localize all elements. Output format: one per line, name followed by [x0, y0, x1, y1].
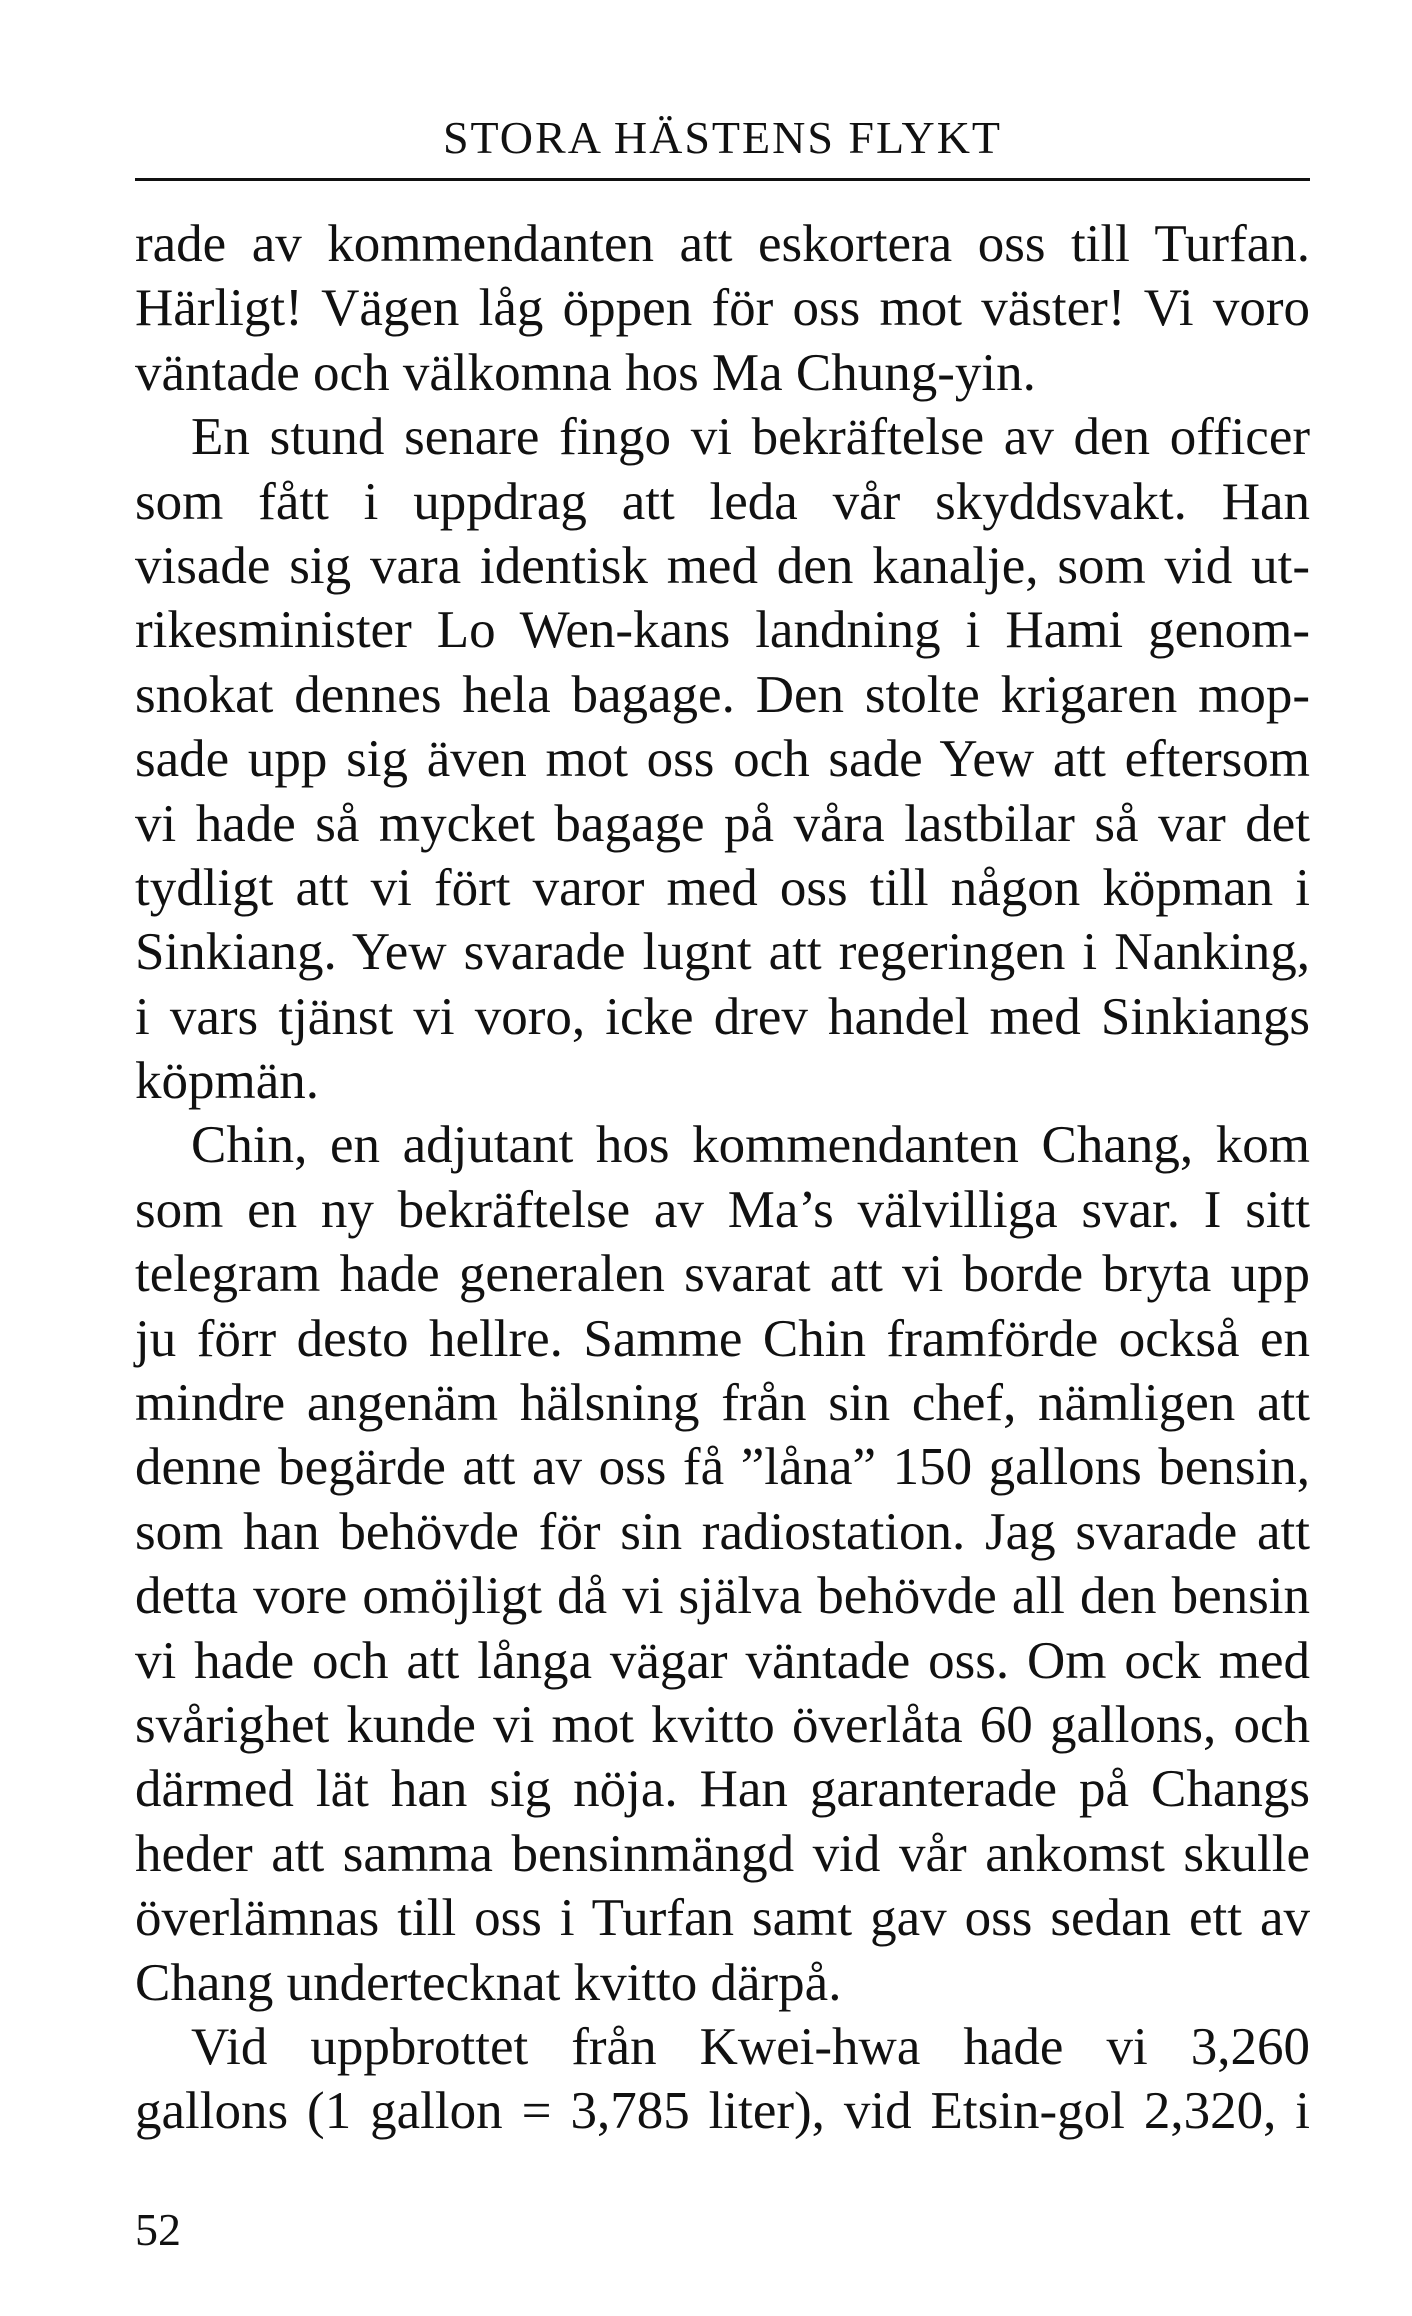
- text-line: överlämnas till oss i Turfan samt gav oss sedan ett av: [135, 1889, 1310, 1948]
- running-title: STORA HÄSTENS FLYKT: [442, 112, 1003, 163]
- text-line: ju förr desto hellre. Samme Chin framförde också en: [135, 1309, 1310, 1368]
- paragraph-3: [135, 1113, 1310, 2014]
- text-line: därmed lät han sig nöja. Han garanterade på Changs: [135, 1760, 1310, 1819]
- text-line: Vid uppbrottet från Kwei-hwa hade vi 3,260: [191, 2017, 1310, 2076]
- text-line: Sinkiang. Yew svarade lugnt att regeringen i Nanking,: [135, 923, 1310, 982]
- text-line: sade upp sig även mot oss och sade Yew att eftersom: [135, 730, 1310, 789]
- text-line: Härligt! Vägen låg öppen för oss mot väster! Vi voro: [135, 279, 1310, 338]
- text-line: visade sig vara identisk med den kanalje, som vid ut-: [135, 536, 1310, 595]
- header-rule: [135, 178, 1310, 181]
- paragraph-4: [135, 2015, 1310, 2144]
- text-line: Chang undertecknat kvitto därpå.: [135, 1953, 842, 2012]
- text-line: i vars tjänst vi voro, icke drev handel med Sinkiangs: [135, 987, 1310, 1046]
- text-line: som en ny bekräftelse av Ma’s välvilliga svar. I sitt: [135, 1180, 1310, 1239]
- text-line: Chin, en adjutant hos kommendanten Chang, kom: [191, 1116, 1310, 1175]
- text-line: vi hade så mycket bagage på våra lastbilar så var det: [135, 794, 1310, 853]
- text-line: gallons (1 gallon = 3,785 liter), vid Etsin-gol 2,320, i: [135, 2082, 1310, 2141]
- paragraph-2: [135, 405, 1310, 1113]
- text-line: detta vore omöjligt då vi själva behövde all den bensin: [135, 1567, 1310, 1626]
- text-line: väntade och välkomna hos Ma Chung-yin.: [135, 343, 1036, 402]
- text-line: köpmän.: [135, 1052, 319, 1111]
- text-line: En stund senare fingo vi bekräftelse av den officer: [191, 408, 1310, 467]
- text-line: svårighet kunde vi mot kvitto överlåta 60 gallons, och: [135, 1695, 1310, 1754]
- text-line: vi hade och att långa vägar väntade oss. Om ock med: [135, 1631, 1310, 1690]
- text-line: heder att samma bensinmängd vid vår ankomst skulle: [135, 1824, 1310, 1883]
- text-line: denne begärde att av oss få ”låna” 150 gallons bensin,: [135, 1438, 1310, 1497]
- text-line: rikesminister Lo Wen-kans landning i Hami genom-: [135, 601, 1310, 660]
- text-line: som fått i uppdrag att leda vår skyddsvakt. Han: [135, 472, 1310, 531]
- text-line: rade av kommendanten att eskortera oss till Turfan.: [135, 215, 1310, 273]
- body-text: [135, 212, 1310, 2144]
- paragraph-1: [135, 212, 1310, 405]
- text-line: som han behövde för sin radiostation. Jag svarade att: [135, 1502, 1310, 1561]
- text-line: mindre angenäm hälsning från sin chef, nämligen att: [135, 1374, 1310, 1433]
- text-line: tydligt att vi fört varor med oss till någon köpman i: [135, 858, 1310, 917]
- text-line: telegram hade generalen svarat att vi borde bryta upp: [135, 1245, 1310, 1304]
- page-number: 52: [135, 2204, 181, 2255]
- text-line: snokat dennes hela bagage. Den stolte krigaren mop-: [135, 665, 1310, 724]
